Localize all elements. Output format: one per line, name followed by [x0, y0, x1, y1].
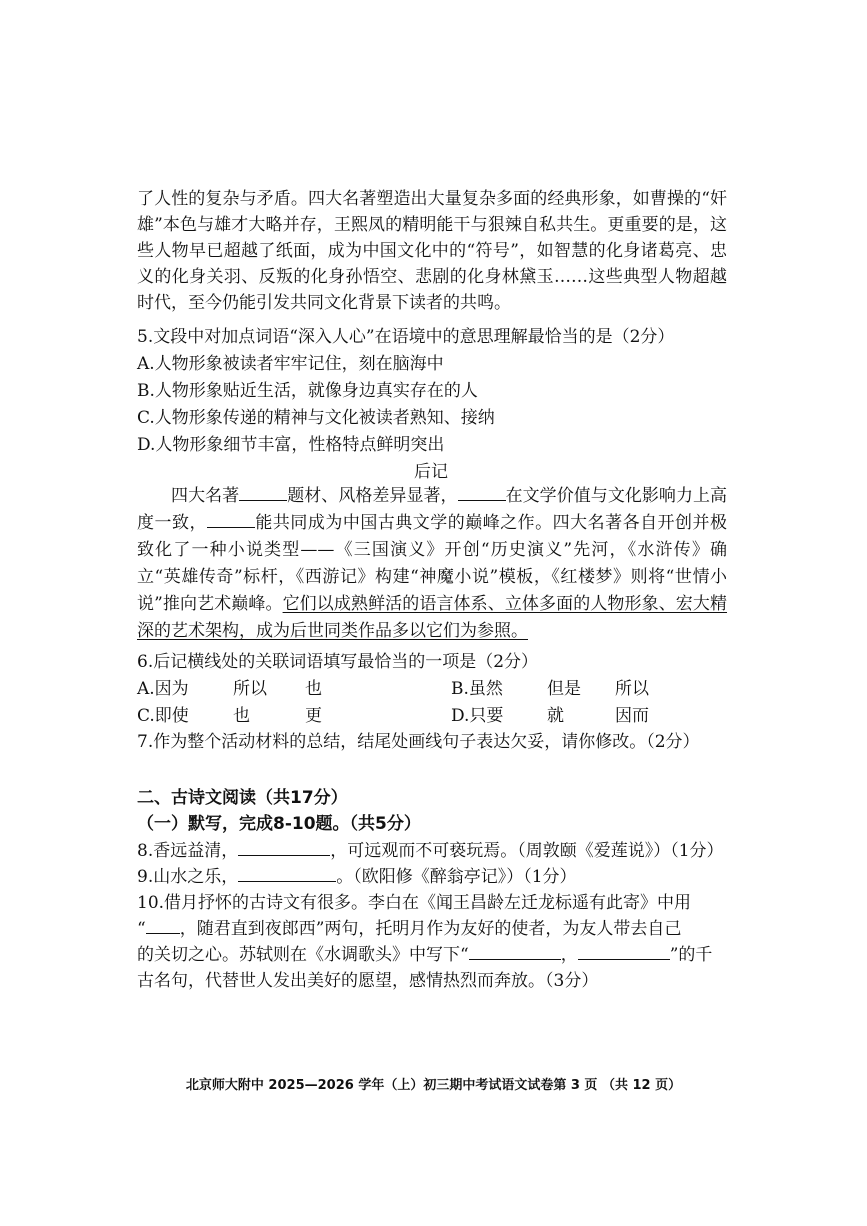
q6-b-3: 所以 — [615, 679, 649, 699]
q7-stem: 7.作为整个活动材料的总结，结尾处画线句子表达欠妥，请你修改。（2分） — [137, 732, 700, 752]
afterword-part2: 题材、风格差异显著， — [287, 486, 458, 506]
q5-stem: 5.文段中对加点词语“深入人心”在语境中的意思理解最恰当的是（2分） — [137, 327, 675, 347]
q10-line1: 10.借月抒怀的古诗文有很多。李白在《闻王昌龄左迁龙标遥有此寄》中用 — [137, 893, 692, 913]
q8 — [137, 836, 724, 861]
q6-d-3: 因而 — [615, 706, 649, 726]
q10-line2 — [137, 914, 681, 939]
q6-b-1: B.虽然 — [451, 679, 503, 699]
q9-blank[interactable] — [238, 867, 336, 882]
q6-a-1: A.因为 — [137, 679, 189, 699]
afterword-part3: 在文学价值与文化影响力上高度一致， — [137, 486, 728, 533]
q6-a-2: 所以 — [233, 679, 267, 699]
section2-title: 二、古诗文阅读（共17分） — [137, 788, 348, 808]
q6-c-1: C.即使 — [137, 706, 189, 726]
q10-line3-text: 的关切之心。苏轼则在《水调歌头》中写下“ — [137, 945, 469, 965]
afterword-title: 后记 — [414, 462, 448, 482]
q9-post: 。（欧阳修《醉翁亭记》）（1分） — [336, 867, 577, 887]
blank-3 — [207, 513, 255, 528]
q5-option-d: D.人物形象细节丰富，性格特点鲜明突出 — [137, 435, 445, 455]
q9 — [137, 862, 577, 887]
q5-option-c: C.人物形象传递的精神与文化被读者熟知、接纳 — [137, 408, 495, 428]
q6-b-2: 但是 — [547, 679, 581, 699]
q6-c-2: 也 — [233, 706, 250, 726]
q10-line4: 古名句，代替世人发出美好的愿望，感情热烈而奔放。（3分） — [137, 971, 599, 991]
q6-d-2: 就 — [547, 706, 564, 726]
q10-comma: ， — [560, 945, 578, 965]
q8-post: ，可远观而不可亵玩焉。（周敦颐《爱莲说》）（1分） — [330, 841, 724, 861]
underlined-sentence: 它们以成熟鲜活的语言体系、立体多面的人物形象、宏大精深的艺术架构，成为后世同类作品多以它们为参照。 — [137, 594, 728, 641]
q10-line3 — [137, 940, 712, 965]
q6-a-3: 也 — [305, 679, 322, 699]
section2-subtitle: （一）默写，完成8-10题。（共5分） — [137, 814, 421, 834]
page-footer: 北京师大附中 2025—2026 学年（上）初三期中考试语文试卷第 3 页 （共 12 页） — [185, 1078, 682, 1093]
q5-option-b: B.人物形象贴近生活，就像身边真实存在的人 — [137, 381, 478, 401]
blank-2 — [458, 486, 506, 501]
afterword-part1: 四大名著 — [171, 486, 240, 506]
q6-row-ab — [137, 674, 649, 699]
afterword-part4: 能共同成为中国古典文学的巅峰之作。四大名著各自开创并极致化了一种小说类型——《三国演义》开创“历史演义”先河，《水浒传》确立“英雄传奇”标杆，《西游记》构建“神魔小说”模板，《红楼梦》则将“世情小说”推向艺术巅峰。 — [137, 513, 728, 614]
q10-blank-3[interactable] — [578, 945, 670, 960]
q10-line3-end: ”的千 — [669, 945, 713, 965]
q6-c-3: 更 — [305, 706, 322, 726]
afterword-paragraph — [137, 483, 727, 645]
q10-open-quote: “ — [137, 919, 146, 939]
blank-1 — [239, 486, 287, 501]
q6-stem: 6.后记横线处的关联词语填写最恰当的一项是（2分） — [137, 652, 539, 672]
q8-blank[interactable] — [238, 841, 330, 856]
q6-d-1: D.只要 — [451, 706, 504, 726]
q6-row-cd — [137, 701, 649, 726]
q10-blank-2[interactable] — [469, 945, 561, 960]
q10-line2-text: ，随君直到夜郎西”两句，托明月作为友好的使者，为友人带去自己 — [179, 919, 682, 939]
intro-paragraph: 了人性的复杂与矛盾。四大名著塑造出大量复杂多面的经典形象，如曹操的“奸雄”本色与雄才大略并存，王熙凤的精明能干与狠辣自私共生。更重要的是，这些人物早已超越了纸面，成为中国文化中的“符号”，如智慧的化身诸葛亮、忠义的化身关羽、反叛的化身孙悟空、悲剧的化身林黛玉……这些典型人物超越时代，至今仍能引发共同文化背景下读者的共鸣。 — [137, 189, 727, 313]
q9-pre: 9.山水之乐， — [137, 867, 239, 887]
q5-option-a: A.人物形象被读者牢牢记住，刻在脑海中 — [137, 354, 444, 374]
q10-blank-1[interactable] — [146, 919, 180, 934]
q8-pre: 8.香远益清， — [137, 841, 239, 861]
